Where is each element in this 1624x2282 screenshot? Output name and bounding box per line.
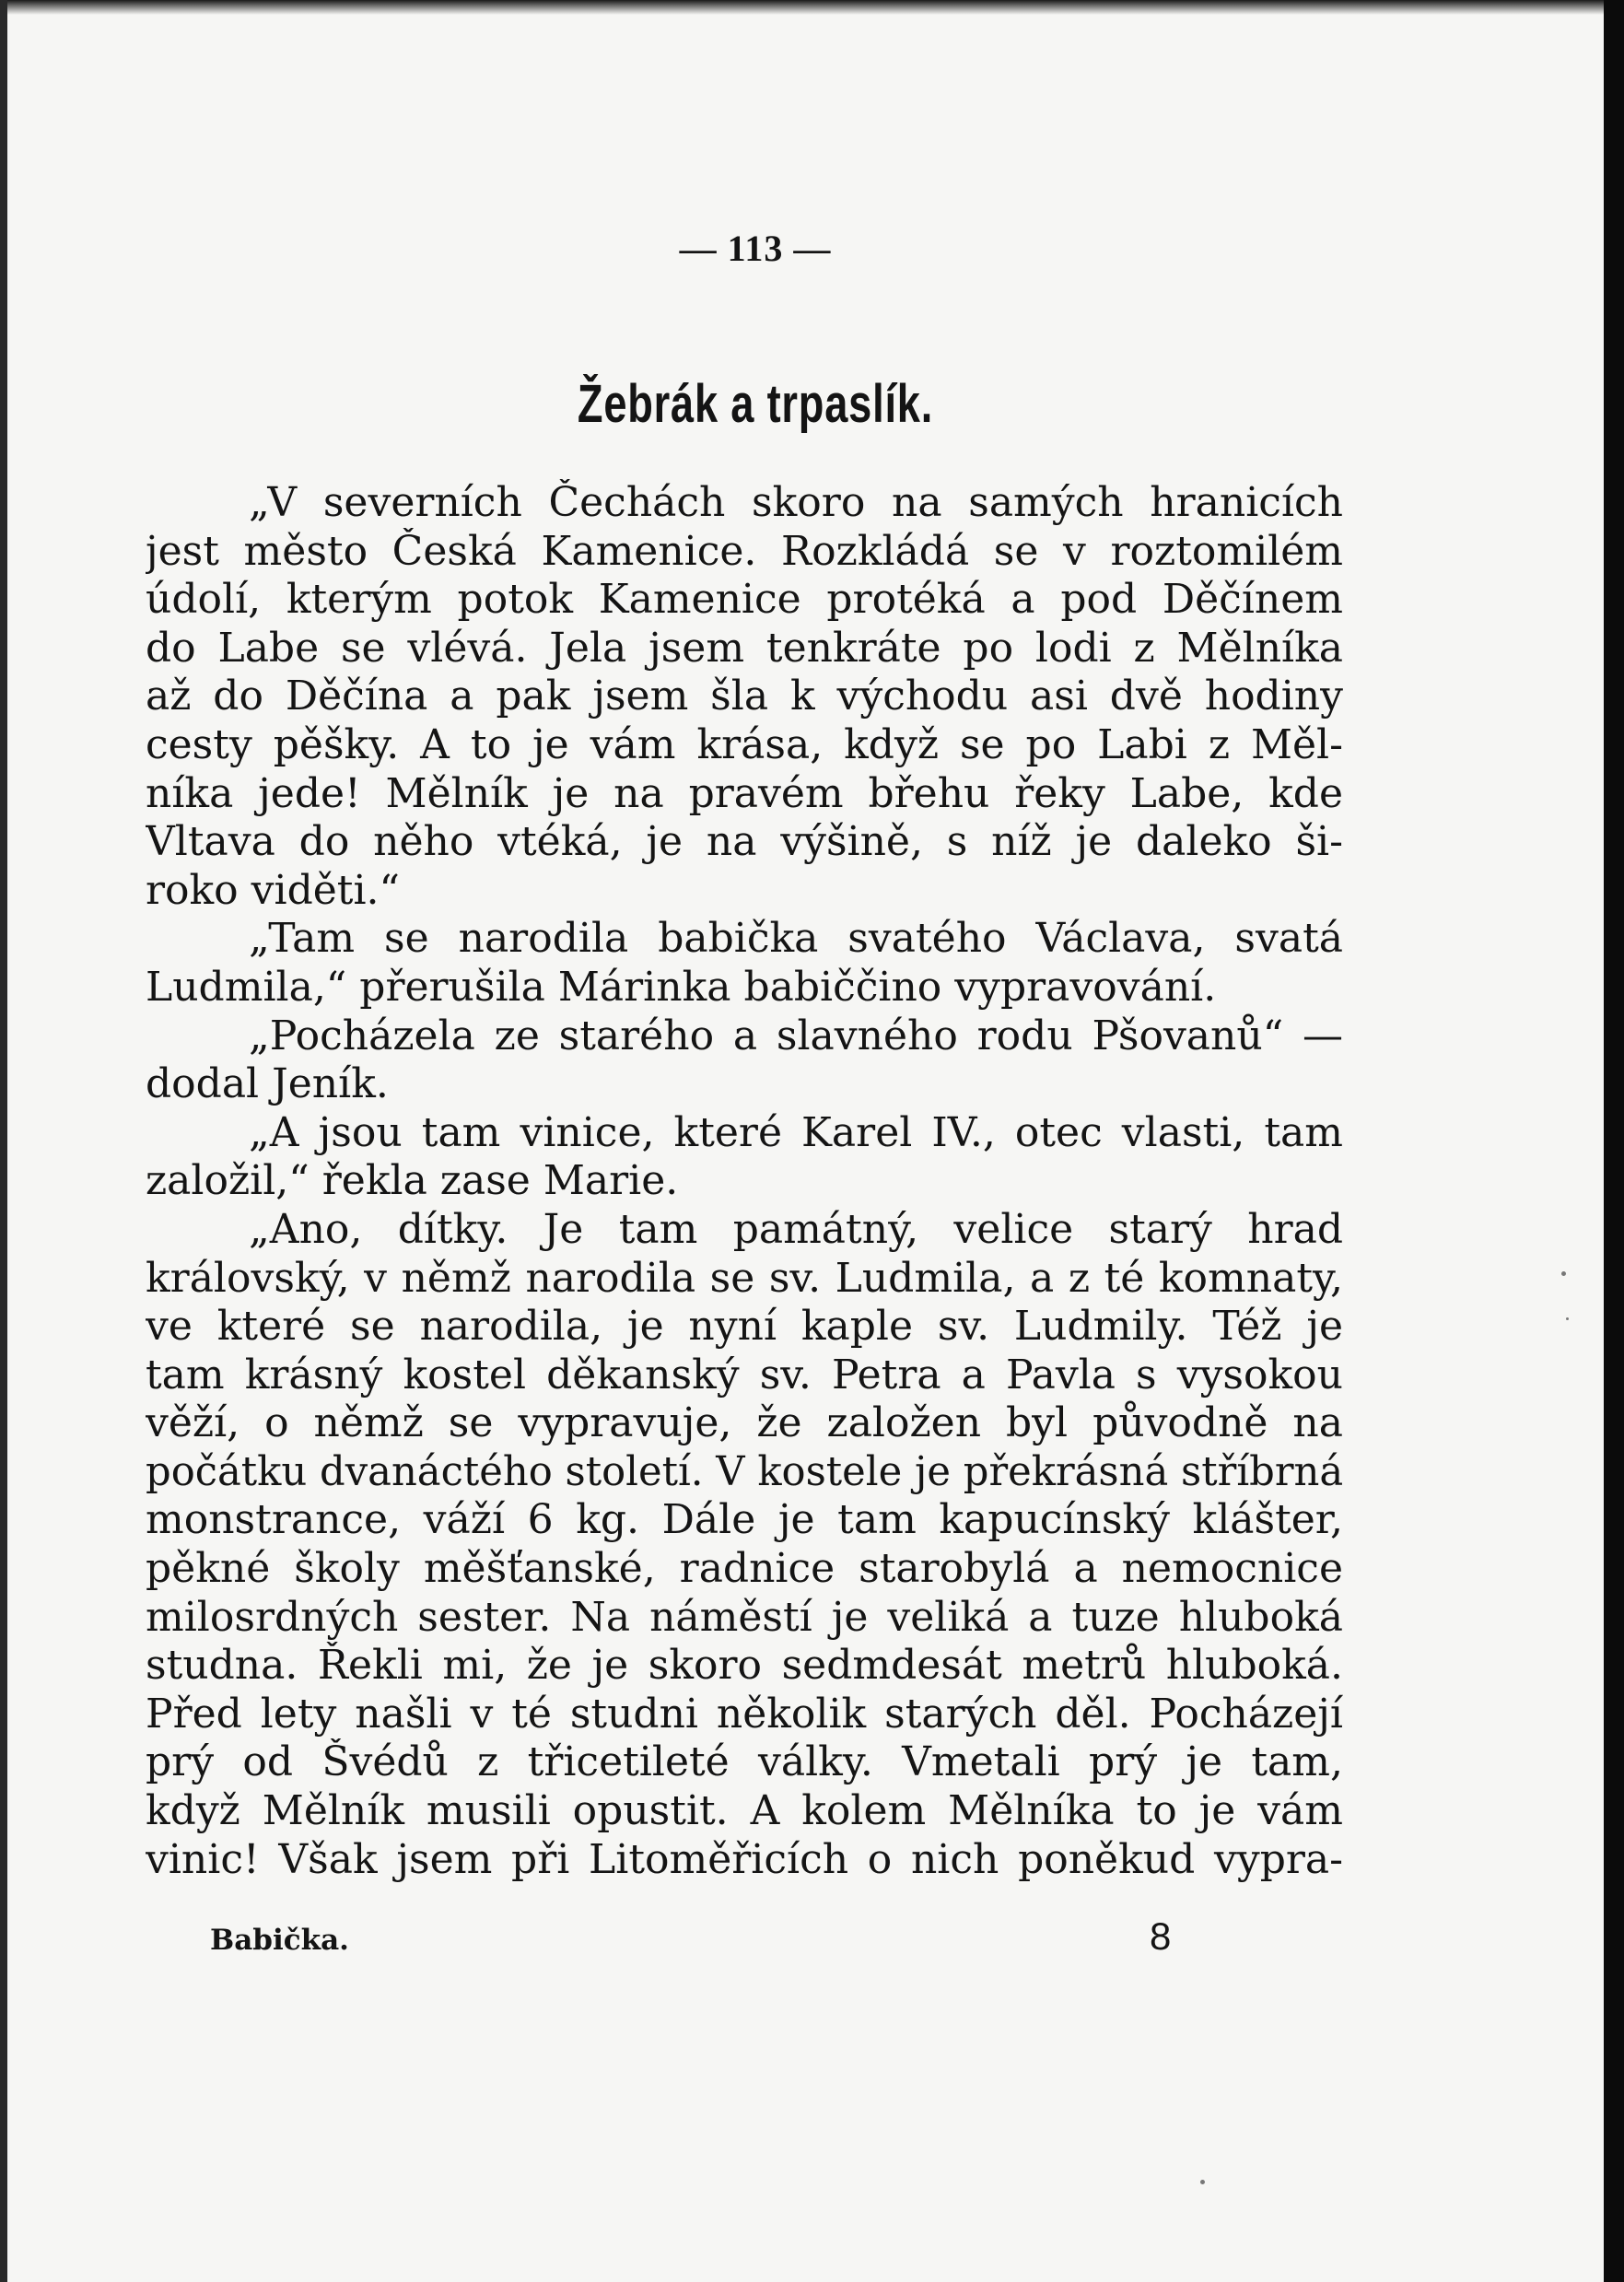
text-line: ve které se narodila, je nyní kaple sv. Ludmily. Též je — [146, 1303, 1343, 1351]
text-line: věží, o němž se vypravuje, že založen byl původně na — [146, 1399, 1343, 1447]
text-line: dodal Jeník. — [146, 1060, 389, 1108]
text-line: Před lety našli v té studni několik starých děl. Pocházejí — [146, 1690, 1343, 1738]
scan-speck — [1566, 1317, 1569, 1320]
text-line: níka jede! Mělník je na pravém břehu řeky Labe, kde — [146, 769, 1343, 817]
scan-edge-top — [0, 0, 1624, 15]
chapter-title: Žebrák a trpaslík. — [577, 374, 934, 434]
text-line: do Labe se vlévá. Jela jsem tenkráte po lodi z Mělníka — [146, 624, 1343, 672]
text-line: cesty pěšky. A to je vám krása, když se po Labi z Měl- — [146, 720, 1343, 768]
text-line: „V severních Čechách skoro na samých hranicích — [249, 479, 1343, 526]
footer-sheet-number: 8 — [1150, 1914, 1172, 1958]
text-line: jest město Česká Kamenice. Rozkládá se v roztomilém — [146, 527, 1343, 575]
text-line: tam krásný kostel děkanský sv. Petra a Pavla s vysokou — [146, 1351, 1343, 1398]
text-line: „Tam se narodila babička svatého Václava, svatá — [249, 915, 1343, 963]
text-line: studna. Řekli mi, že je skoro sedmdesát metrů hluboká. — [146, 1642, 1343, 1690]
text-line: vinic! Však jsem při Litoměřicích o nich poněkud vypra- — [146, 1835, 1343, 1883]
text-line: královský, v němž narodila se sv. Ludmila, a z té komnaty, — [146, 1254, 1343, 1302]
body-text — [146, 479, 1343, 1884]
scan-speck — [1561, 1271, 1566, 1276]
page-number: — 113 — — [679, 228, 832, 269]
text-line: Ludmila,“ přerušila Márinka babiččino vypravování. — [146, 963, 1217, 1011]
text-line: Vltava do něho vtéká, je na výšině, s níž je daleko ši- — [146, 818, 1343, 866]
text-line: počátku dvanáctého století. V kostele je překrásná stříbrná — [146, 1447, 1343, 1495]
text-line: roko viděti.“ — [146, 866, 401, 914]
text-line: milosrdných sester. Na náměstí je veliká a tuze hluboká — [146, 1593, 1343, 1641]
text-line: pěkné školy měšťanské, radnice starobylá a nemocnice — [146, 1545, 1343, 1593]
text-line: když Mělník musili opustit. A kolem Mělníka to je vám — [146, 1787, 1343, 1835]
text-line: „Pocházela ze starého a slavného rodu Pšovanů“ — — [249, 1012, 1343, 1059]
text-line: „A jsou tam vinice, které Karel IV., otec vlasti, tam — [249, 1108, 1343, 1156]
scan-edge-right — [1604, 0, 1624, 2282]
text-line: založil,“ řekla zase Marie. — [146, 1157, 679, 1205]
text-line: až do Děčína a pak jsem šla k východu asi dvě hodiny — [146, 673, 1343, 720]
footer-signature: Babička. — [210, 1924, 349, 1957]
scan-speck — [1200, 2180, 1205, 2184]
text-line: monstrance, váží 6 kg. Dále je tam kapucínský klášter, — [146, 1496, 1343, 1544]
scan-edge-left — [0, 0, 7, 2282]
text-line: údolí, kterým potok Kamenice protéká a pod Děčínem — [146, 576, 1343, 624]
text-line: „Ano, dítky. Je tam památný, velice starý hrad — [249, 1205, 1343, 1253]
text-line: prý od Švédů z třicetileté války. Vmetali prý je tam, — [146, 1738, 1343, 1786]
